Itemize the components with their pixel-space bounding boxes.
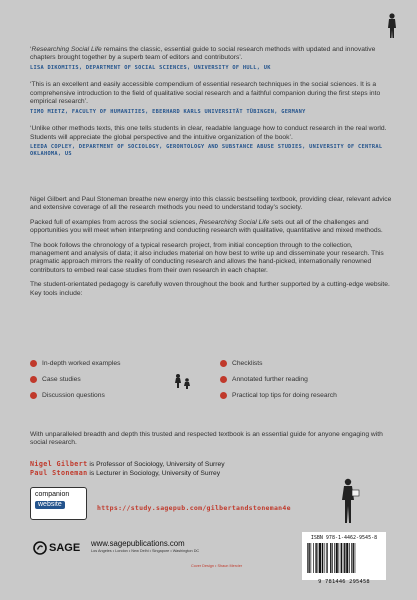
list-item (30, 371, 120, 387)
isbn-barcode (302, 532, 386, 585)
barcode-stripe (322, 543, 323, 573)
tool-label: In-depth worked examples (42, 359, 121, 367)
author-name: Paul Stoneman (30, 469, 88, 477)
barcode-stripe (351, 543, 352, 573)
quote-text: ‘Unlike other methods texts, this one tells students in clear, readable language how to conduct research in the real world. Students will appreciate the global perspective and the intuitive organization of the book’. (30, 125, 387, 141)
list-item (30, 355, 120, 371)
cover-design-credit: Cover Design • Shaun Mercier (191, 564, 243, 568)
sage-wordmark: SAGE (49, 542, 81, 554)
barcode-bars (306, 543, 382, 573)
blurb (30, 196, 392, 304)
blurb-paragraph-1: Nigel Gilbert and Paul Stoneman breathe new energy into this classic bestselling textbook, providing clear, relevant advice and extensive coverage of all the research methods you need to understand today’s society. (30, 196, 392, 212)
book-title: Researching Social Life (199, 218, 270, 226)
barcode-stripe (330, 543, 331, 573)
review-quotes (30, 46, 392, 167)
list-item (30, 387, 120, 403)
list-item (220, 371, 337, 387)
bullet-icon (30, 376, 37, 383)
quote-source: LEEDA COPLEY, DEPARTMENT OF SOCIOLOGY, GERONTOLOGY AND SUBSTANCE ABUSE STUDIES, UNIVERSITY OF CENTRAL OKLAHOMA, US (30, 144, 383, 157)
bullet-icon (220, 392, 227, 399)
barcode-stripe (313, 543, 314, 573)
sage-logo-icon (33, 541, 47, 555)
barcode-stripe (353, 543, 354, 573)
tools-left-column (30, 355, 120, 403)
ean-digits: 9 781446 295458 (318, 579, 370, 585)
blurb-paragraph-2 (30, 219, 392, 236)
blurb-paragraph-3: The book follows the chronology of a typical research project, from initial conception through to the collection, management and analysis of data; it also includes material on how best to write up and disseminate your research. This pragmatic approach mirrors the reality of conducting research and allows the hand-picked, internationally renowned contributors to embed real case studies from their own research in each chapter. (30, 241, 384, 274)
isbn-number: ISBN 978-1-4462-9545-8 (310, 535, 378, 541)
closing-statement: With unparalleled breadth and depth this trusted and respected textbook is an essential guide for anyone engaging with social research. (30, 431, 383, 447)
author-bio (30, 469, 392, 478)
barcode-stripe (326, 543, 327, 573)
quote-source: LISA DIKOMITIS, DEPARTMENT OF SOCIAL SCIENCES, UNIVERSITY OF HULL, UK (30, 64, 271, 71)
publisher-url[interactable]: www.sagepublications.com (91, 539, 185, 548)
author-bios (30, 460, 392, 478)
barcode-stripe (343, 543, 344, 573)
bullet-icon (30, 360, 37, 367)
companion-label: companion (35, 491, 70, 498)
quote-body: remains the classic, essential guide to social research methods with updated and innovative chapters brought together by a superb team of editors and contributors’. (30, 46, 376, 62)
blurb-paragraph-4: The student-orientated pedagogy is carefully woven throughout the book and further supported by a cutting-edge website. Key tools include: (30, 281, 390, 297)
list-item (220, 355, 337, 371)
barcode-stripe (344, 543, 345, 573)
bullet-icon (220, 376, 227, 383)
blurb-text: sets out all of the challenges and opportunities you will meet when interpreting and conducting research with qualitative, quantitative and mixed methods. (30, 218, 383, 235)
quote-source: TIMO MIETZ, FACULTY OF HUMANITIES, EBERHARD KARLS UNIVERSITÄT TÜBINGEN, GERMANY (30, 108, 306, 115)
barcode-stripe (346, 543, 348, 573)
barcode-stripe (355, 543, 356, 573)
website-label: website (35, 501, 65, 509)
tool-label: Practical top tips for doing research (232, 391, 337, 399)
author-role: is Professor of Sociology, University of Surrey (87, 461, 225, 468)
barcode-stripe (318, 543, 319, 573)
companion-website-link[interactable]: https://study.sagepub.com/gilbertandstoneman4e (97, 504, 291, 512)
barcode-stripe (311, 543, 312, 573)
quote-1 (30, 46, 392, 71)
blurb-text: Packed full of examples from across the social sciences, (30, 218, 200, 226)
quote-text: ‘This is an excellent and easily accessible compendium of essential research techniques in the social sciences. It is a comprehensive introduction to the field of qualitative social research and a faithful companion during the first steps into empirical research’. (30, 81, 381, 106)
tool-label: Case studies (42, 375, 81, 383)
author-bio (30, 460, 392, 469)
barcode-stripe (349, 543, 350, 573)
publisher-block (33, 539, 200, 555)
people-figures-icon (174, 372, 192, 390)
list-item (220, 387, 337, 403)
author-role: is Lecturer in Sociology, University of Surrey (87, 470, 221, 477)
person-reading-icon (336, 478, 362, 525)
book-title: Researching Social Life (31, 46, 102, 53)
barcode-stripe (341, 543, 342, 573)
publisher-cities: Los Angeles • London • New Delhi • Singapore • Washington DC (91, 549, 200, 553)
sage-logo (33, 541, 80, 555)
barcode-stripe (324, 543, 325, 573)
tool-label: Discussion questions (42, 391, 105, 399)
barcode-stripe (336, 543, 338, 573)
barcode-stripe (334, 543, 335, 573)
barcode-stripe (339, 543, 340, 573)
author-name: Nigel Gilbert (30, 460, 88, 468)
quote-3 (30, 125, 392, 157)
companion-website-badge (30, 487, 87, 520)
barcode-stripe (327, 543, 328, 573)
barcode-stripe (332, 543, 333, 573)
barcode-stripe (308, 543, 309, 573)
bullet-icon (220, 360, 227, 367)
barcode-stripe (319, 543, 321, 573)
key-tools-list (30, 355, 392, 409)
publisher-info (91, 539, 241, 553)
barcode-stripe (315, 543, 316, 573)
tools-right-column (220, 355, 337, 403)
person-silhouette-icon (385, 13, 399, 39)
tool-label: Annotated further reading (232, 375, 308, 383)
bullet-icon (30, 392, 37, 399)
barcode-stripe (307, 543, 308, 573)
quote-2 (30, 81, 392, 115)
quote-text: ‘Researching Social Life remains the classic, essential guide to social research methods with updated and innovative chapters brought together by a superb team of editors and contributors’. (30, 46, 376, 62)
tool-label: Checklists (232, 359, 263, 367)
